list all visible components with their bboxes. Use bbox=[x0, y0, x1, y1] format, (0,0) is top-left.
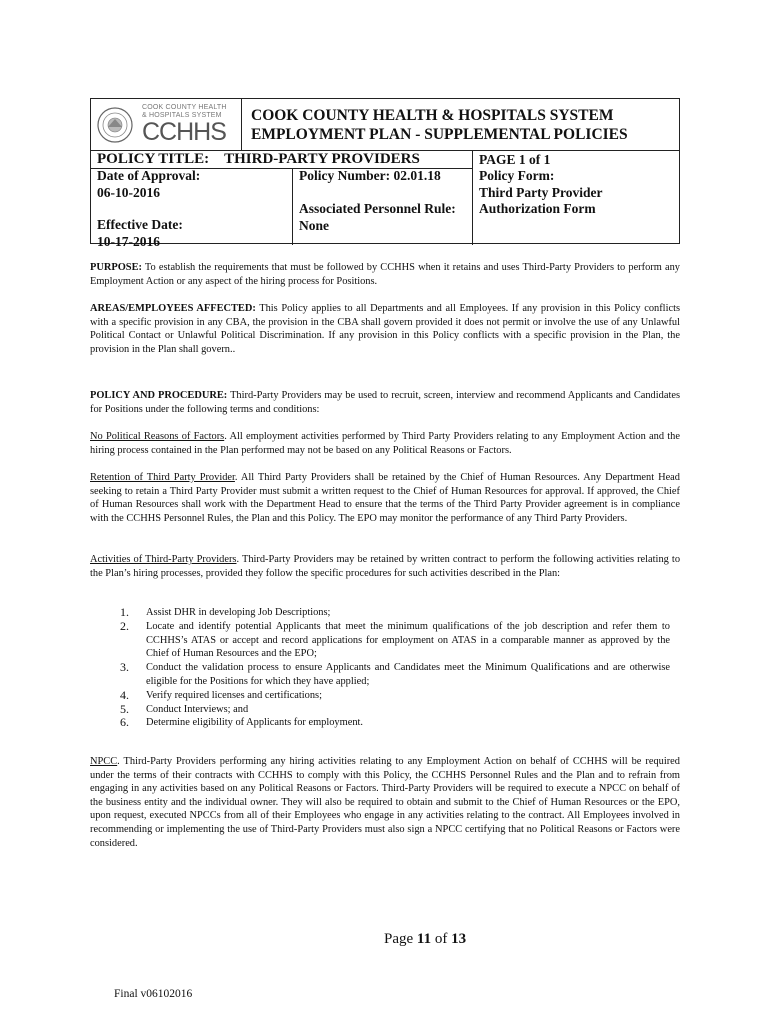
policy-procedure-paragraph: POLICY AND PROCEDURE: Third-Party Providers may be used to recruit, screen, interview and recommend Applicants and Candidates for Positions under the following terms and conditions: bbox=[90, 390, 680, 415]
effective-date-block: Effective Date: 10-17-2016 bbox=[97, 217, 183, 249]
no-political-paragraph: No Political Reasons of Factors. All employment activities performed by Third Party Providers relating to any Employment Action and the hiring process contained in the Plan performed may not be based on any Political Reasons or Factors. bbox=[90, 431, 680, 456]
logo-cell bbox=[91, 99, 242, 150]
system-title: COOK COUNTY HEALTH & HOSPITALS SYSTEM EMPLOYMENT PLAN - SUPPLEMENTAL POLICIES bbox=[251, 107, 628, 143]
areas-affected-paragraph: AREAS/EMPLOYEES AFFECTED: This Policy applies to all Departments and all Employees. If any provision in this Policy conflicts with a specific provision in any CBA, the provision in the CBA shall govern provided it does not permit or involve the use of any Unlawful Political Contact or Unlawful Political Discrimination. If any provision in this Policy conflicts with a specific provision in the Plan, the provision in the Plan shall govern.. bbox=[90, 303, 680, 355]
purpose-paragraph: PURPOSE: To establish the requirements that must be followed by CCHHS when it retains and uses Third-Party Providers to perform any Employment Action or any aspect of the hiring process for Positions. bbox=[90, 262, 680, 287]
org-name-small: COOK COUNTY HEALTH & HOSPITALS SYSTEM bbox=[142, 104, 227, 119]
npcc-paragraph: NPCC. Third-Party Providers performing any hiring activities relating to any Employment Action on behalf of CCHHS will be required under the terms of their contracts with CCHHS to comply with this Policy, the CCHHS Personnel Rules and the Plan and to refrain from engaging in any activities based on any Political Reasons or Factors. Third-Party Providers will be required to execute a NPCC on behalf of the business entity and the individual owner. They will also be required to obtain and submit to the Chief of Human Resources or the EPO, upon request, executed NPCCs from all of their Employees who engage in any activities relating to the contract. All Employees involved in recommending or implementing the use of Third-Party Providers must also sign a NPCC certifying that no Political Reasons or Factors were considered. bbox=[90, 756, 680, 849]
list-item: 1. Assist DHR in developing Job Descriptions; bbox=[120, 605, 331, 619]
activities-paragraph: Activities of Third-Party Providers. Third-Party Providers may be retained by written contract to perform the following activities relating to the Plan’s hiring processes, provided they follow the specific procedures for such activities described in the Plan: bbox=[90, 554, 681, 579]
policy-number: Policy Number: 02.01.18 bbox=[299, 168, 441, 183]
list-item: 2. Locate and identify potential Applicants that meet the minimum qualifications of the job description and refer them to CCHHS’s ATAS or accept and record applications for employment on ATAS in a comparable manner as approved by the Chief of Human Resources and the EPO; bbox=[120, 618, 670, 660]
header-top-row bbox=[91, 99, 679, 151]
policy-form-block: Policy Form: Third Party Provider Authorization Form bbox=[479, 168, 603, 216]
policy-header-box bbox=[90, 98, 680, 249]
county-seal-icon bbox=[97, 107, 133, 143]
version-footer: Final v06102016 bbox=[114, 988, 193, 1000]
page-number: Page 11 of 13 bbox=[384, 931, 467, 947]
list-item: 5. Conduct Interviews; and bbox=[120, 701, 249, 716]
list-item: 6. Determine eligibility of Applicants for employment. bbox=[120, 715, 364, 730]
divider bbox=[292, 168, 293, 245]
retention-paragraph: Retention of Third Party Provider. All Third Party Providers shall be retained by the Chief of Human Resources. Any Department Head seeking to retain a Third Party Provider must submit a written request to the Chief of Human Resources for approval. If approved, the Chief of Human Resources shall work with the Department Head to ensure that the terms of the Third Party Provider agreement is in compliance with the CCHHS Personnel Rules, the Plan and this Policy. The EPO may monitor the performance of any Third Party Providers. bbox=[90, 472, 680, 524]
page-of-label: PAGE 1 of 1 bbox=[479, 152, 551, 167]
list-item: 3. Conduct the validation process to ensure Applicants and Candidates meet the Minimum Qualifications and are otherwise eligible for the Positions for which they have applied; bbox=[120, 660, 670, 687]
activities-list bbox=[110, 606, 670, 730]
divider bbox=[472, 150, 473, 245]
approval-date-block: Date of Approval: 06-10-2016 bbox=[97, 168, 201, 200]
list-item: 4. Verify required licenses and certifications; bbox=[120, 687, 322, 702]
associated-rule-block: Associated Personnel Rule: None bbox=[299, 201, 456, 233]
cchhs-logo: CCHHS bbox=[142, 118, 226, 146]
policy-title: POLICY TITLE: THIRD-PARTY PROVIDERS bbox=[97, 151, 420, 167]
